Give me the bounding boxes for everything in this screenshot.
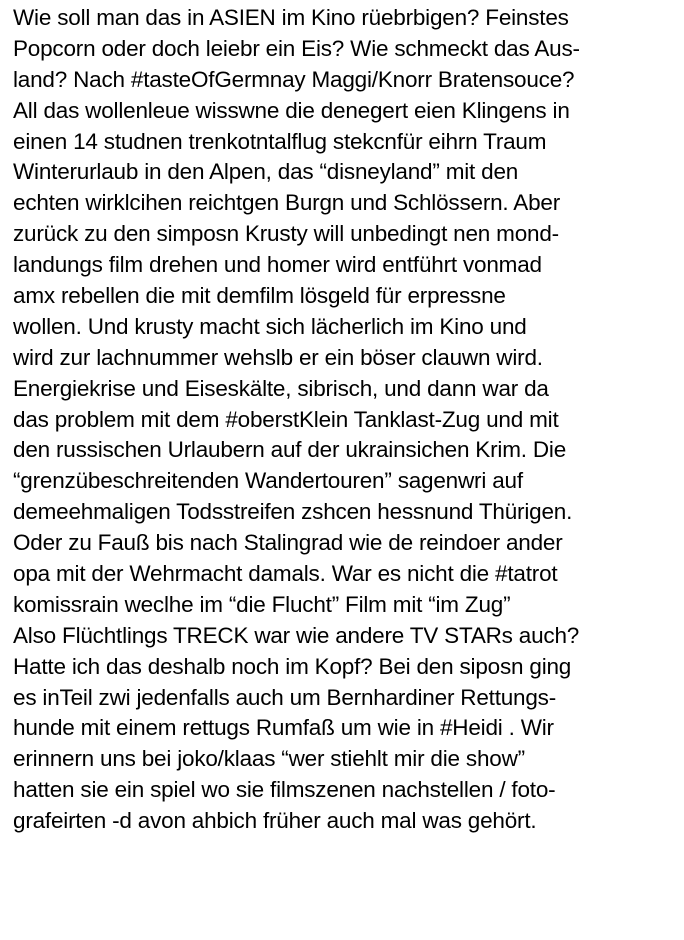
text-line: grafeirten -d avon ahbich früher auch mal was gehört. (13, 808, 537, 834)
text-line: Oder zu Fauß bis nach Stalingrad wie de reindoer ander (13, 530, 563, 556)
text-line: Wie soll man das in ASIEN im Kino rüebrbigen? Feinstes (13, 5, 569, 30)
text-line: Popcorn oder doch leiebr ein Eis? Wie schmeckt das Aus- (13, 35, 580, 61)
text-line: All das wollenleue wisswne die denegert eien Klingens in (13, 97, 570, 123)
text-line: landungs film drehen und homer wird entführt vonmad (13, 252, 542, 278)
text-line: “grenzübeschreitenden Wandertouren” sagenwri auf (13, 468, 523, 494)
text-line: den russischen Urlaubern auf der ukrainsichen Krim. Die (13, 437, 567, 463)
text-line: hunde mit einem rettugs Rumfaß um wie in #Heidi . Wir (13, 715, 554, 741)
text-line: land? Nach #tasteOfGermnay Maggi/Knorr Bratensouce? (13, 66, 575, 92)
text-line: echten wirklcihen reichtgen Burgn und Schlössern. Aber (13, 190, 561, 216)
text-line: hatten sie ein spiel wo sie filmszenen nachstellen / foto- (13, 777, 556, 803)
text-line: erinnern uns bei joko/klaas “wer stiehlt mir die show” (13, 746, 525, 772)
text-line: Energiekrise und Eiseskälte, sibrisch, und dann war da (13, 375, 549, 401)
text-line: demeehmaligen Todsstreifen zshcen hessnund Thürigen. (13, 499, 573, 525)
text-line: Hatte ich das deshalb noch im Kopf? Bei den siposn ging (13, 653, 572, 679)
text-line: opa mit der Wehrmacht damals. War es nicht die #tatrot (13, 561, 558, 587)
text-line: Winterurlaub in den Alpen, das “disneyland” mit den (13, 159, 519, 185)
text-line: das problem mit dem #oberstKlein Tanklast-Zug und mit (13, 406, 559, 432)
text-line: es inTeil zwi jedenfalls auch um Bernhardiner Rettungs- (13, 684, 557, 710)
text-line: zurück zu den simposn Krusty will unbedingt nen mond- (13, 221, 559, 247)
text-line: Also Flüchtlings TRECK war wie andere TV STARs auch? (13, 622, 580, 648)
text-line: wird zur lachnummer wehslb er ein böser clauwn wird. (13, 344, 543, 370)
text-line: einen 14 studnen trenkotntalflug stekcnfür eihrn Traum (13, 128, 547, 154)
body-text (13, 3, 681, 837)
text-line: amx rebellen die mit demfilm lösgeld für erpressne (13, 283, 506, 309)
text-line: komissrain weclhe im “die Flucht” Film mit “im Zug” (13, 591, 511, 617)
text-line: wollen. Und krusty macht sich lächerlich im Kino und (13, 313, 527, 339)
